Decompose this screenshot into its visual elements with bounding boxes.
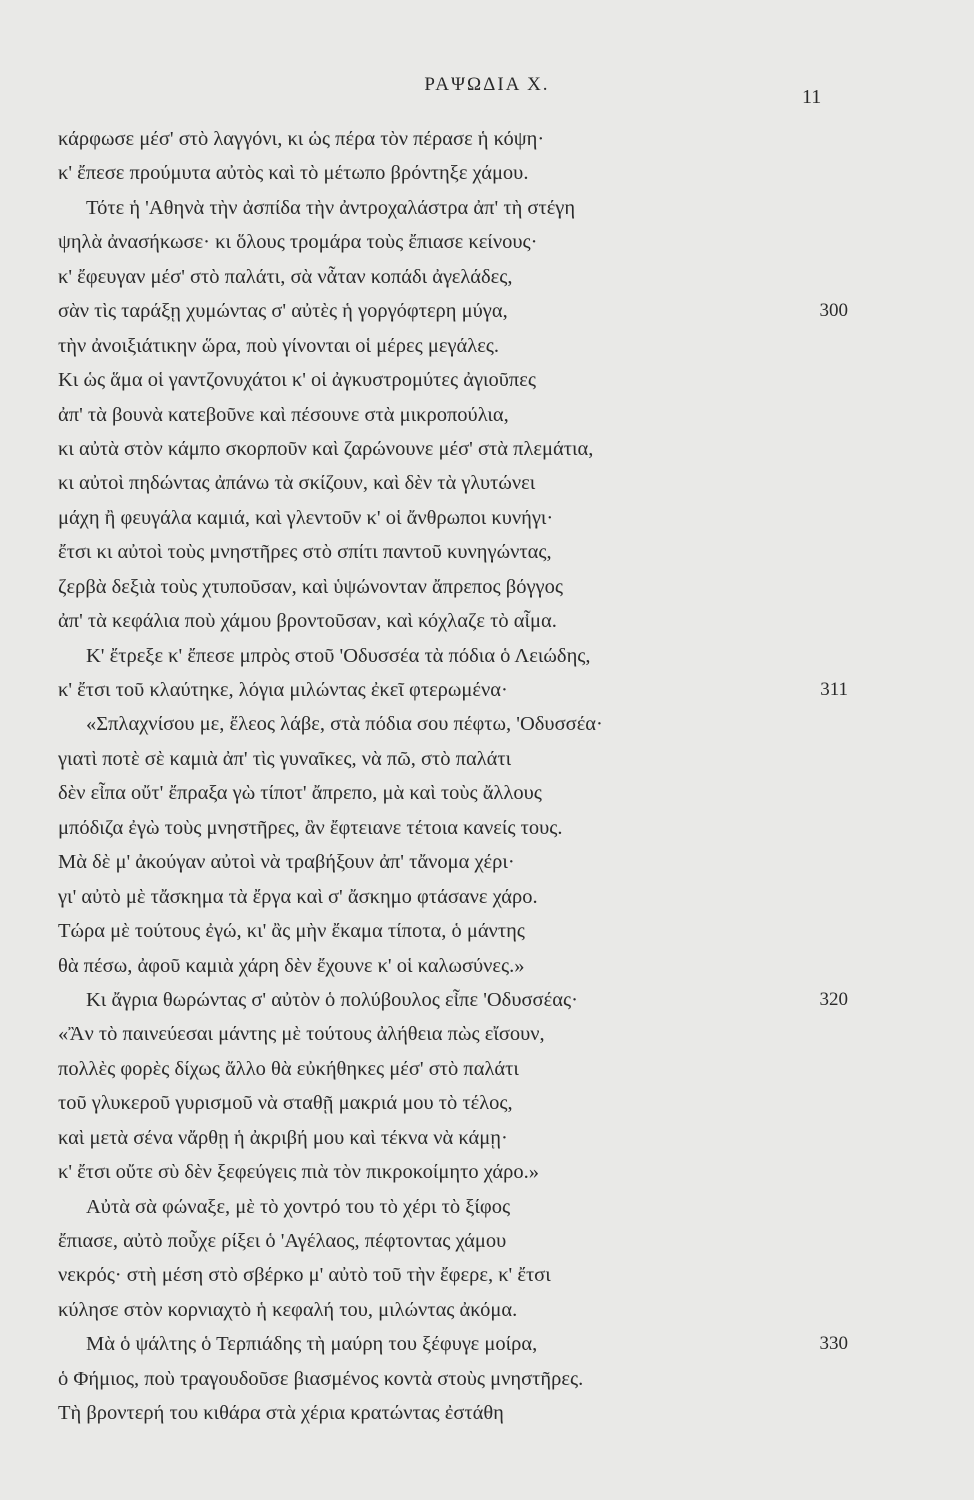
verse-line-text: κύλησε στὸν κορνιαχτὸ ἡ κεφαλή του, μιλώντας ἀκόμα. [58,1298,518,1321]
verse-line-text: Αὐτὰ σὰ φώναξε, μὲ τὸ χοντρό του τὸ χέρι τὸ ξίφος [86,1195,511,1218]
verse-line-text: ἀπ' τὰ κεφάλια ποὺ χάμου βροντοῦσαν, καὶ κόχλαζε τὸ αἷμα. [58,610,557,633]
line-number: 320 [819,988,848,1010]
verse-line [58,949,838,983]
verse-line-text: Τὴ βροντερή του κιθάρα στὰ χέρια κρατώντας ἐστάθη [58,1402,504,1425]
verse-line [58,432,838,466]
verse-line [58,191,838,225]
verse-line [58,639,838,673]
verse-line-text: δὲν εἶπα οὔτ' ἔπραξα γὼ τίποτ' ἄπρεπο, μὰ καὶ τοὺς ἄλλους [58,782,542,805]
verse-line [58,1121,838,1155]
verse-line [58,1327,848,1361]
verse-line-text: ἔτσι κι αὐτοὶ τοὺς μνηστῆρες στὸ σπίτι παντοῦ κυνηγώντας, [58,541,552,564]
verse-line [58,673,848,707]
verse-line-text: τοῦ γλυκεροῦ γυρισμοῦ νὰ σταθῇ μακριά μου τὸ τέλος, [58,1092,513,1115]
verse-line [58,742,838,776]
verse-line-text: Μὰ δὲ μ' ἀκούγαν αὐτοὶ νὰ τραβήξουν ἀπ' τἄνομα χέρι· [58,851,515,874]
line-number: 330 [819,1333,848,1355]
verse-line-text: Μὰ ὁ ψάλτης ὁ Τερπιάδης τὴ μαύρη του ξέφυγε μοίρα, [86,1333,538,1356]
verse-line-text: μάχη ἢ φευγάλα καμιά, καὶ γλεντοῦν κ' οἱ ἄνθρωποι κυνήγι· [58,506,554,529]
verse-line [58,1052,838,1086]
verse-line-text: «Ἂν τὸ παινεύεσαι μάντης μὲ τούτους ἀλήθεια πὼς εἴσουν, [58,1023,545,1046]
verse-line [58,329,838,363]
verse-line [58,260,838,294]
verse-line [58,156,838,190]
verse-line [58,1086,838,1120]
verse-line [58,845,838,879]
verse-line-text: κι αὐτὰ στὸν κάμπο σκορποῦν καὶ ζαρώνουνε μέσ' στὰ πλεμάτια, [58,437,594,460]
verse-line [58,983,848,1017]
verse-line [58,1396,838,1430]
verse-line [58,363,838,397]
verse-line [58,880,838,914]
verse-line [58,1293,838,1327]
verse-line-text: ἀπ' τὰ βουνὰ κατεβοῦνε καὶ πέσουνε στὰ μικροπούλια, [58,403,509,426]
verse-line-text: τὴν ἀνοιξιάτικην ὥρα, ποὺ γίνονται οἱ μέρες μεγάλες. [58,334,500,357]
verse-line [58,535,838,569]
verse-line [58,914,838,948]
verse-line-text: κ' ἔπεσε προύμυτα αὐτὸς καὶ τὸ μέτωπο βρόντηξε χάμου. [58,162,529,185]
verse-line-text: γι' αὐτὸ μὲ τἄσκημα τὰ ἔργα καὶ σ' ἄσκημο φτάσανε χάρο. [58,885,538,908]
verse-line [58,1362,838,1396]
verse-line-text: μπόδιζα ἐγὼ τοὺς μνηστῆρες, ἂν ἔφτειανε τέτοια κανείς τους. [58,816,563,839]
verse-line-text: καὶ μετὰ σένα νἄρθῃ ἡ ἀκριβή μου καὶ τέκνα νὰ κάμῃ· [58,1126,508,1149]
verse-line-text: θὰ πέσω, ἀφοῦ καμιὰ χάρη δὲν ἔχουνε κ' οἱ καλωσύνες.» [58,954,525,977]
verse-text-block [58,122,848,1431]
running-header-title: ΡΑΨΩΔΙΑ Χ. [424,74,550,95]
verse-line [58,811,838,845]
verse-line [58,570,838,604]
verse-line-text: κ' ἔφευγαν μέσ' στὸ παλάτι, σὰ νἆταν κοπάδι ἀγελάδες, [58,265,513,288]
verse-line-text: Τότε ἡ 'Αθηνὰ τὴν ἀσπίδα τὴν ἀντροχαλάστρα ἀπ' τὴ στέγη [86,196,576,219]
verse-line [58,501,838,535]
verse-line [58,1224,838,1258]
verse-line-text: Τώρα μὲ τούτους ἐγώ, κι' ἂς μὴν ἔκαμα τίποτα, ὁ μάντης [58,920,525,943]
verse-line-text: νεκρός· στὴ μέση στὸ σβέρκο μ' αὐτὸ τοῦ τὴν ἔφερε, κ' ἔτσι [58,1264,551,1287]
verse-line-text: ἔπιασε, αὐτὸ ποὖχε ρίξει ὁ 'Αγέλαος, πέφτοντας χάμου [58,1230,507,1252]
verse-line [58,1017,838,1051]
verse-line-text: κ' ἔτσι τοῦ κλαύτηκε, λόγια μιλώντας ἐκεῖ φτερωμένα· [58,679,508,701]
verse-line [58,225,838,259]
verse-line [58,776,838,810]
page-number: 11 [802,86,822,108]
verse-line-text: ὁ Φήμιος, ποὺ τραγουδοῦσε βιασμένος κοντὰ στοὺς μνηστῆρες. [58,1367,584,1390]
verse-line [58,122,838,156]
verse-line-text: ζερβὰ δεξιὰ τοὺς χτυποῦσαν, καὶ ὑψώνονταν ἄπρεπος βόγγος [58,575,563,598]
verse-line-text: Κι ἄγρια θωρώντας σ' αὐτὸν ὁ πολύβουλος εἶπε 'Οδυσσέας· [86,988,578,1011]
verse-line-text: Κι ὡς ἅμα οἱ γαντζονυχάτοι κ' οἱ ἀγκυστρομύτες ἀγιοῦπες [58,369,536,392]
verse-line [58,294,848,328]
verse-line-text: κ' ἔτσι οὔτε σὺ δὲν ξεφεύγεις πιὰ τὸν πικροκοίμητο χάρο.» [58,1161,539,1184]
verse-line [58,604,838,638]
verse-line [58,1190,838,1224]
verse-line-text: «Σπλαχνίσου με, ἔλεος λάβε, στὰ πόδια σου πέφτω, 'Οδυσσέα· [86,713,603,736]
line-number: 300 [819,300,848,322]
verse-line [58,1258,838,1292]
verse-line [58,466,838,500]
verse-line-text: κάρφωσε μέσ' στὸ λαγγόνι, κι ὡς πέρα τὸν πέρασε ἡ κόψη· [58,128,545,150]
verse-line-text: γιατὶ ποτὲ σὲ καμιὰ ἀπ' τὶς γυναῖκες, νὰ πῶ, στὸ παλάτι [58,747,512,770]
line-number: 311 [820,679,848,700]
verse-line [58,398,838,432]
verse-line [58,707,838,741]
verse-line-text: κι αὐτοὶ πηδώντας ἀπάνω τὰ σκίζουν, καὶ δὲν τὰ γλυτώνει [58,472,536,495]
verse-line-text: Κ' ἔτρεξε κ' ἔπεσε μπρὸς στοῦ 'Οδυσσέα τὰ πόδια ὁ Λειώδης, [86,644,591,667]
verse-line-text: ψηλὰ ἀνασήκωσε· κι ὅλους τρομάρα τοὺς ἔπιασε κείνους· [58,231,538,254]
verse-line-text: πολλὲς φορὲς δίχως ἄλλο θὰ εὐκήθηκες μέσ' στὸ παλάτι [58,1057,519,1080]
verse-line-text: σὰν τὶς ταράξῃ χυμώντας σ' αὐτὲς ἡ γοργόφτερη μύγα, [58,300,508,323]
verse-line [58,1155,838,1189]
